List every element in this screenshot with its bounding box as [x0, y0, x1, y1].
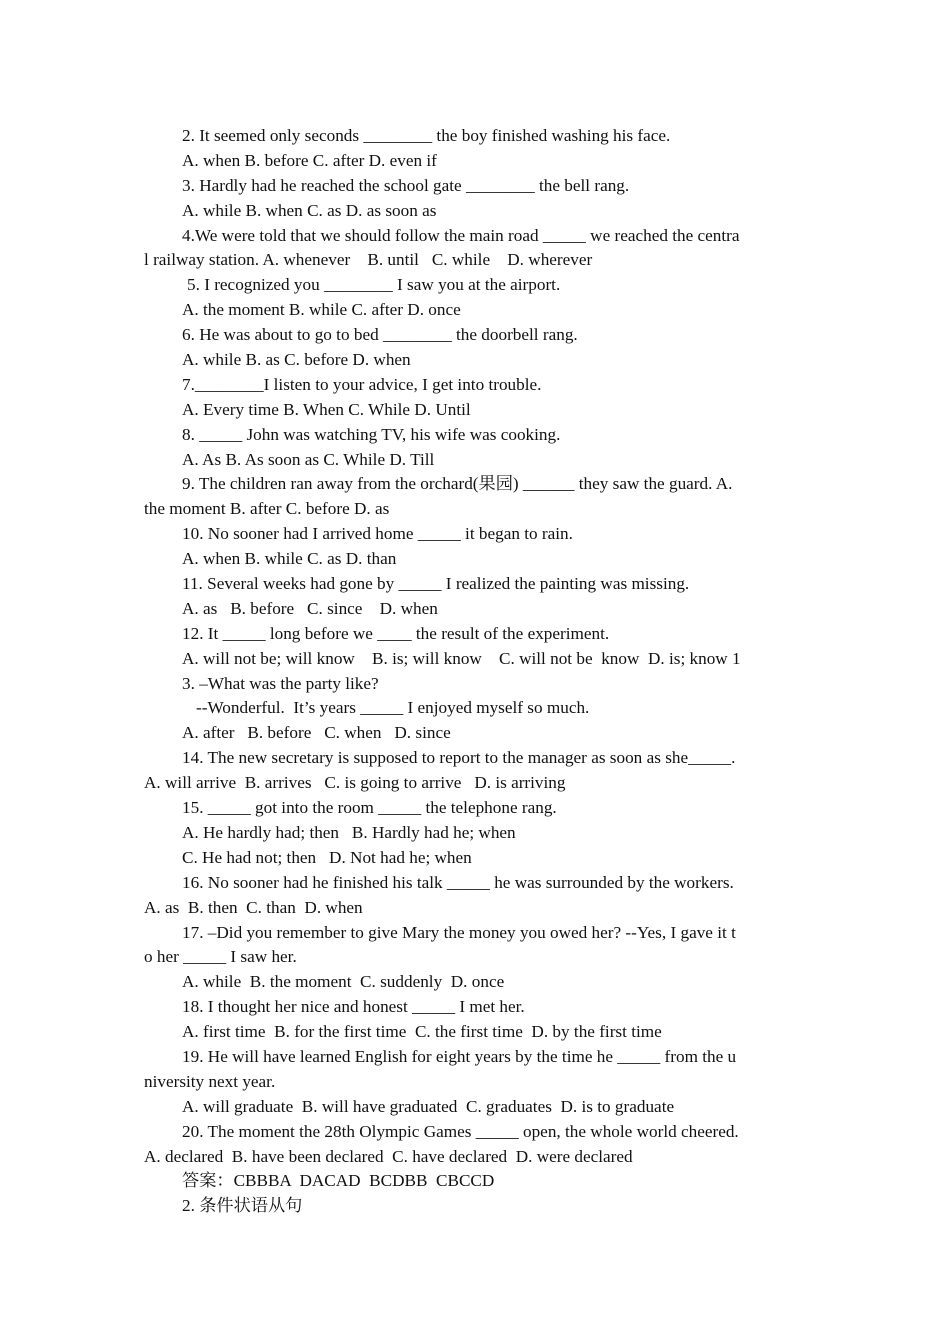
text-line: 19. He will have learned English for eight years by the time he _____ from the u [182, 1046, 737, 1066]
text-line: 6. He was about to go to bed ________ the doorbell rang. [182, 325, 578, 345]
text-line: A. first time B. for the first time C. the first time D. by the first time [182, 1022, 662, 1042]
text-line: 20. The moment the 28th Olympic Games _____ open, the whole world cheered. [182, 1121, 739, 1141]
text-line: 11. Several weeks had gone by _____ I realized the painting was missing. [182, 574, 690, 594]
text-line: A. while B. as C. before D. when [182, 350, 411, 370]
text-line: 答案：CBBBA DACAD BCDBB CBCCD [182, 1171, 495, 1191]
text-line: o her _____ I saw her. [144, 947, 297, 967]
text-line: A. declared B. have been declared C. have declared D. were declared [144, 1146, 633, 1166]
text-line: l railway station. A. whenever B. until C. while D. wherever [144, 250, 593, 270]
text-line: A. As B. As soon as C. While D. Till [182, 449, 435, 469]
text-line: A. He hardly had; then B. Hardly had he; when [182, 822, 516, 842]
text-line: A. when B. before C. after D. even if [182, 150, 437, 170]
text-line: A. as B. before C. since D. when [182, 598, 438, 618]
text-line: 2. It seemed only seconds ________ the boy finished washing his face. [182, 126, 671, 145]
text-line: A. will arrive B. arrives C. is going to arrive D. is arriving [144, 773, 566, 793]
text-line: A. while B. the moment C. suddenly D. once [182, 972, 505, 992]
text-line: 4.We were told that we should follow the main road _____ we reached the centra [182, 225, 740, 245]
text-line: C. He had not; then D. Not had he; when [182, 847, 472, 867]
text-line: 7.________I listen to your advice, I get into trouble. [182, 374, 542, 394]
text-line: 12. It _____ long before we ____ the result of the experiment. [182, 623, 610, 643]
text-line: 2. 条件状语从句 [182, 1196, 303, 1216]
text-line: niversity next year. [144, 1071, 276, 1091]
text-line: 3. –What was the party like? [182, 673, 379, 693]
text-line: 9. The children ran away from the orchard(果园) ______ they saw the guard. A. [182, 474, 733, 494]
text-line: 16. No sooner had he finished his talk _____ he was surrounded by the workers. [182, 872, 734, 892]
text-line: 18. I thought her nice and honest _____ I met her. [182, 997, 525, 1017]
text-line: 10. No sooner had I arrived home _____ it began to rain. [182, 524, 573, 544]
text-line: A. will not be; will know B. is; will know C. will not be know D. is; know 1 [182, 648, 741, 668]
text-line: 17. –Did you remember to give Mary the money you owed her? --Yes, I gave it t [182, 922, 736, 942]
text-line: A. as B. then C. than D. when [144, 897, 363, 917]
text-line: A. while B. when C. as D. as soon as [182, 200, 437, 220]
text-line: --Wonderful. It’s years _____ I enjoyed myself so much. [196, 698, 590, 718]
text-line: 3. Hardly had he reached the school gate ________ the bell rang. [182, 175, 630, 195]
text-line: 5. I recognized you ________ I saw you at the airport. [187, 275, 561, 295]
text-line: A. after B. before C. when D. since [182, 723, 451, 743]
text-line: the moment B. after C. before D. as [144, 499, 390, 519]
text-line: 14. The new secretary is supposed to report to the manager as soon as she_____. [182, 748, 736, 768]
text-line: A. when B. while C. as D. than [182, 549, 397, 569]
text-line: A. Every time B. When C. While D. Until [182, 399, 471, 419]
document-page [144, 124, 806, 1219]
text-line: A. will graduate B. will have graduated C. graduates D. is to graduate [182, 1096, 675, 1116]
text-line: A. the moment B. while C. after D. once [182, 300, 461, 320]
text-line: 15. _____ got into the room _____ the telephone rang. [182, 798, 557, 818]
text-line: 8. _____ John was watching TV, his wife was cooking. [182, 424, 561, 444]
